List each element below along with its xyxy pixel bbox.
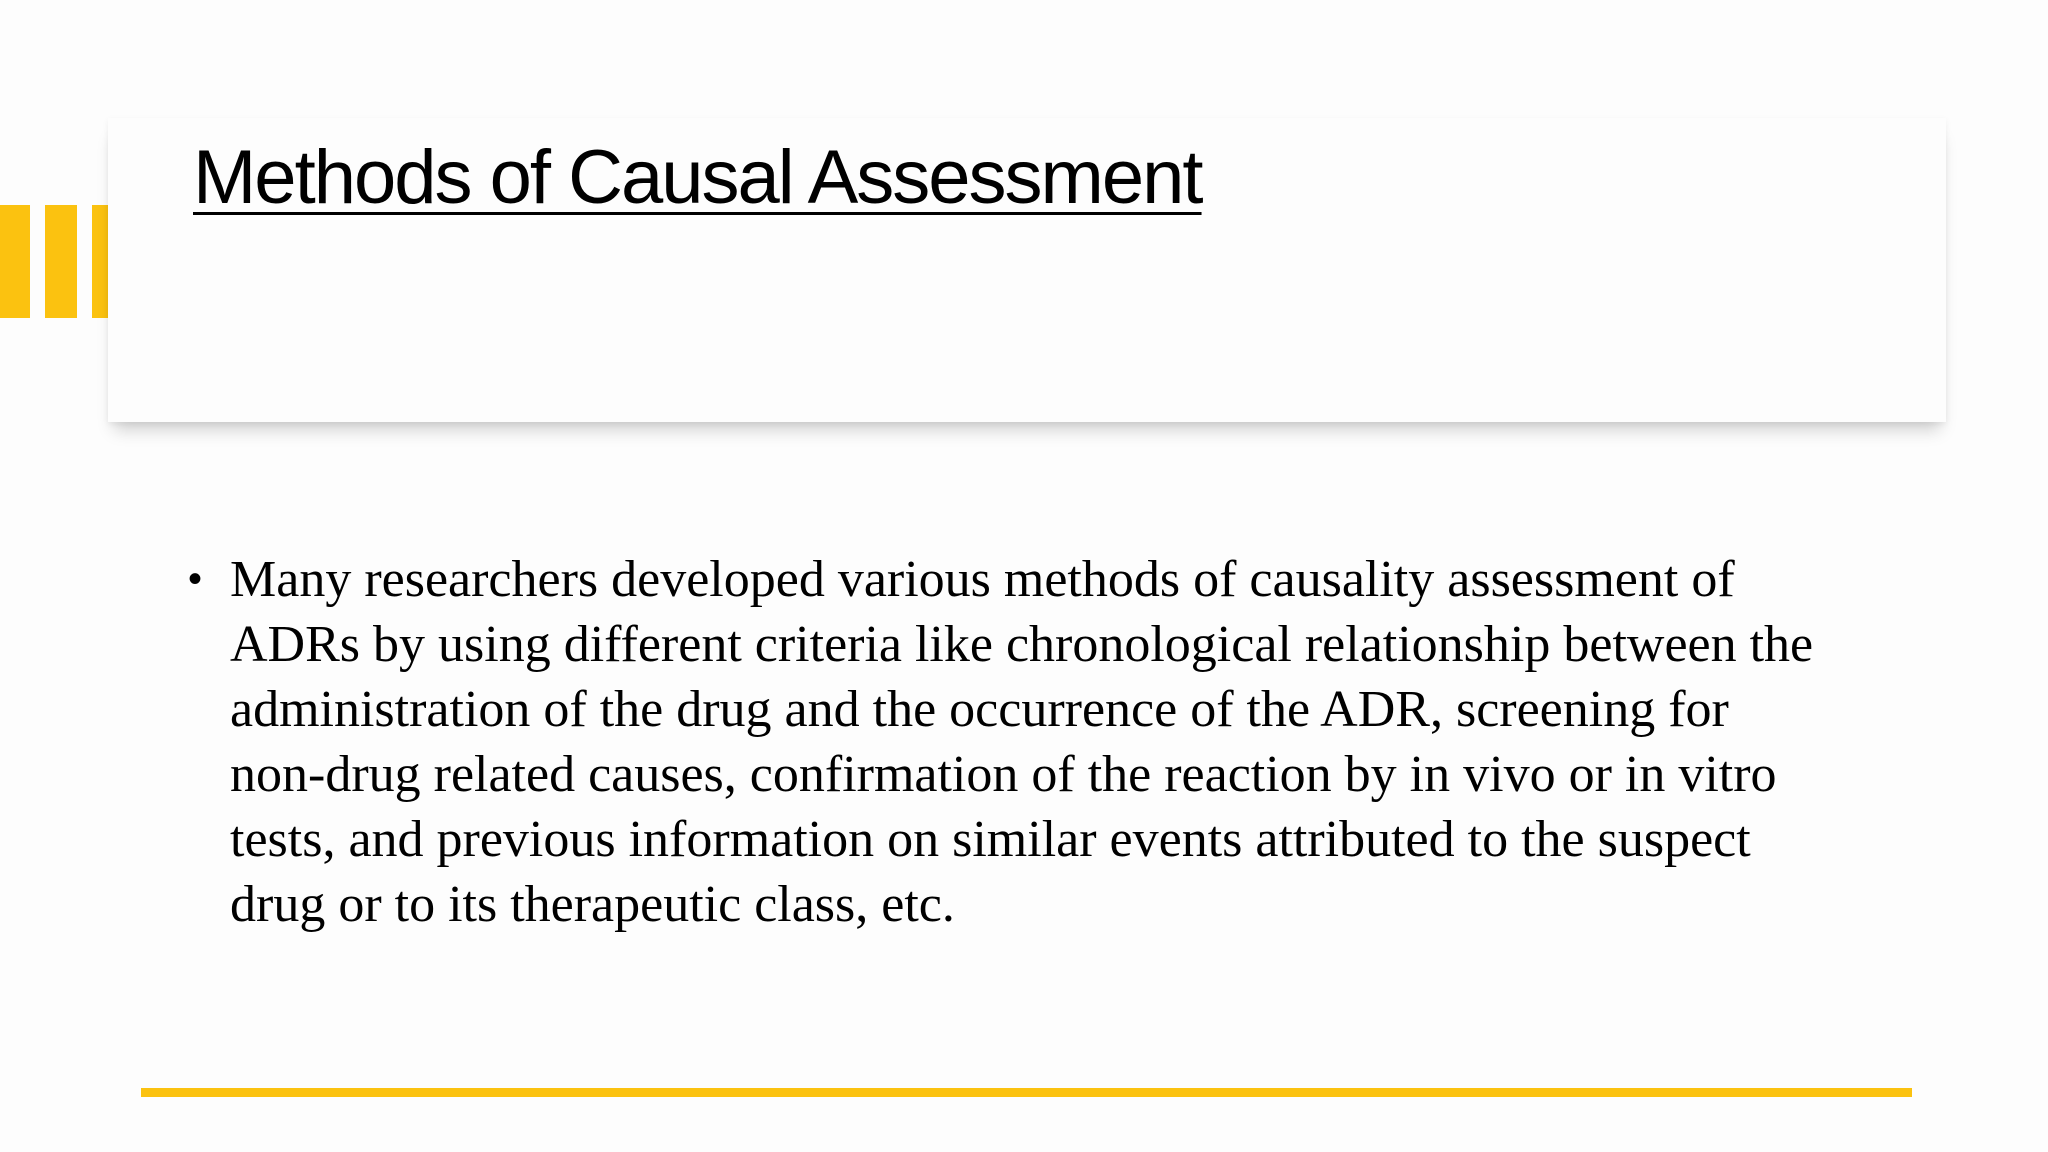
accent-bar <box>45 205 77 318</box>
accent-bar <box>92 205 108 318</box>
bullet-marker: • <box>188 557 203 601</box>
bullet-list <box>188 547 1828 937</box>
content-area <box>188 547 1828 937</box>
slide-title: Methods of Causal Assessment <box>193 135 1202 220</box>
accent-bars-decoration <box>0 205 108 318</box>
bullet-text: Many researchers developed various methods of causality assessment of ADRs by using different criteria like chronological relationship between the administration of the drug and the occurrence of the ADR, screening for non-drug related causes, confirmation of the reaction by in vivo or in vitro tests, and previous information on similar events attributed to the suspect drug or to its therapeutic class, etc. <box>230 551 1814 933</box>
bullet-item <box>188 547 1828 937</box>
accent-bar <box>0 205 30 318</box>
bottom-divider <box>141 1088 1912 1097</box>
